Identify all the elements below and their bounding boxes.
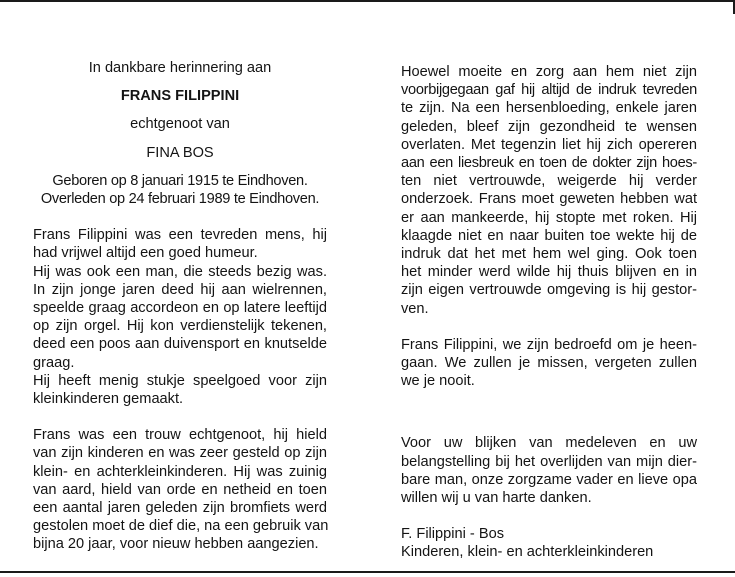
left-column [33,59,327,554]
left-paragraph-2 [33,426,327,553]
text-line: ven. [401,300,429,317]
right-paragraph-1 [401,63,697,318]
card-top-edge [0,0,735,2]
text-line: te zijn. Na een hersenbloeding, enkele jaren [401,100,697,117]
death-line: Overleden op 24 februari 1989 te Eindhoven. [40,191,320,208]
text-line: In zijn jonge jaren deed hij aan wielrennen, [33,281,327,298]
text-line: we je nooit. [401,373,475,390]
text-line: geleden, bleef zijn gezondheid te wensen [401,118,697,135]
right-paragraph-2 [401,336,697,391]
deceased-name: FRANS FILIPPINI [120,88,240,105]
text-line: zijn eigen vertrouwde omgeving is hij gestor- [401,282,697,299]
text-line: van aard, hield van orde en netheid en toen [33,481,327,498]
thank-you-paragraph [401,434,697,507]
text-line: gestolen moet de dief die, na een gebruik van [33,518,329,535]
text-line: gaan. We zullen je missen, vergeten zullen [401,355,697,372]
text-line: Frans Filippini, we zijn bedroefd om je heen- [401,336,697,353]
text-line: Voor uw blijken van medeleven en uw [401,435,697,452]
text-line: graag. [33,354,75,371]
signature-name: F. Filippini - Bos [401,526,504,543]
signature-block [401,525,697,561]
birth-line: Geboren op 8 januari 1915 te Eindhoven. [52,172,308,189]
text-line: Hoewel moeite en zorg aan hem niet zijn [401,64,697,80]
text-line: speelde graag accordeon en op latere leeftijd [33,300,327,317]
right-column [401,63,697,562]
text-line: onderzoek. Frans moet geweten hebben wat [401,191,697,208]
text-line: willen wij u van harte danken. [401,490,592,507]
text-line: het minder werd wilde hij thuis blijven en in [401,264,697,281]
text-line: aan een liesbreuk en toen de dokter zijn hoes- [401,155,697,172]
intro-line: In dankbare herinnering aan [88,60,272,76]
text-line: belangstelling bij het overlijden van mijn dier- [401,453,697,470]
text-line: Hij heeft menig stukje speelgoed voor zijn [33,372,327,389]
text-line: indruk dat het met hem wel ging. Ook toen [401,246,697,263]
text-line: van zijn kinderen en was zeer gesteld op zijn [33,445,327,462]
text-line: had vrijwel altijd een goed humeur. [33,245,258,262]
text-line: op zijn orgel. Hij kon verdienstelijk tekenen, [33,318,327,335]
text-line: ten niet vertrouwde, weigerde hij verder [401,173,697,190]
text-line: Frans Filippini was een tevreden mens, hij [33,227,327,244]
card-bottom-edge [0,571,735,573]
text-line: kleinkinderen gemaakt. [33,391,184,408]
text-line: klein- en achterkleinkinderen. Hij was zuinig [33,463,327,480]
text-line: bare man, onze zorgzame vader en lieve opa [401,471,697,488]
spouse-name: FINA BOS [146,144,214,161]
text-line: voorbijgegaan gaf hij altijd de indruk tevreden [401,82,697,99]
signature-family: Kinderen, klein- en achterkleinkinderen [401,544,654,561]
text-line: deed een poos aan duivensport en knutselde [33,336,327,353]
relation-line: echtgenoot van [130,116,230,133]
text-line: klaagde niet en naar buiten toe wekte hij de [401,227,697,244]
text-line: er aan mankeerde, hij stopte met roken. Hij [401,209,697,226]
text-line: Frans was een trouw echtgenoot, hij hield [33,427,327,444]
text-line: bijna 20 jaar, voor nieuw hebben aangezien. [33,536,319,553]
text-line: een aantal jaren geleden zijn bromfiets werd [33,500,327,517]
text-line: overlaten. Met tegenzin liet hij zich opereren [401,136,697,153]
left-paragraph-1 [33,226,327,408]
text-line: Hij was ook een man, die steeds bezig was. [33,263,327,280]
